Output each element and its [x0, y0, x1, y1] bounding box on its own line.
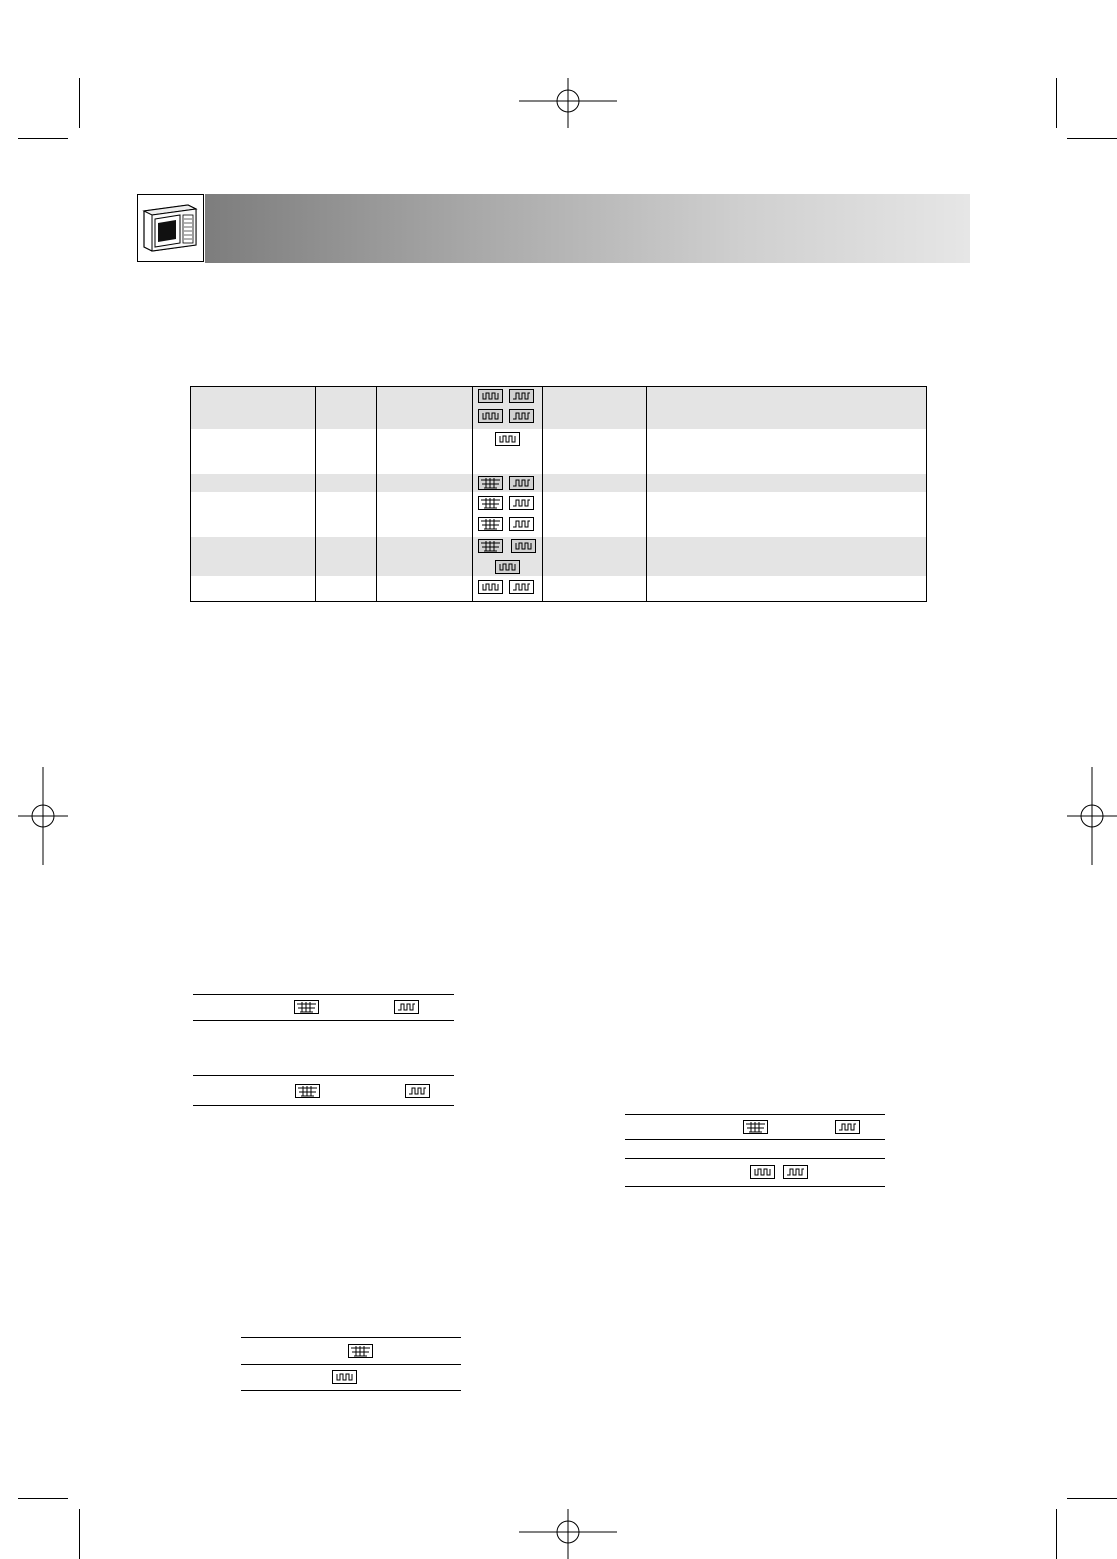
- registration-mark-bottom: [519, 1509, 617, 1559]
- convection-heater-icon: [509, 517, 534, 531]
- cooking-table: [190, 386, 927, 602]
- table-column-divider: [315, 387, 316, 601]
- header-band: [205, 194, 970, 263]
- microwave-wave-icon: [478, 409, 503, 423]
- crop-mark-top-right-h: [1067, 138, 1117, 139]
- microwave-wave-icon: [511, 539, 536, 553]
- table-column-divider: [542, 387, 543, 601]
- table-rule: [625, 1114, 885, 1115]
- table-rule: [625, 1158, 885, 1159]
- table-rule: [193, 1020, 454, 1021]
- convection-heater-icon: [509, 476, 534, 490]
- table-rule: [241, 1390, 461, 1391]
- convection-heater-icon: [394, 1000, 419, 1014]
- table-row: [191, 537, 926, 576]
- convection-heater-icon: [509, 580, 534, 594]
- convection-heater-icon: [783, 1165, 808, 1179]
- microwave-oven-icon: [138, 195, 203, 261]
- crop-mark-bottom-right-v: [1056, 1509, 1057, 1559]
- table-rule: [193, 1105, 454, 1106]
- table-rule: [241, 1364, 461, 1365]
- microwave-wave-icon: [478, 389, 503, 403]
- table-column-divider: [646, 387, 647, 601]
- crop-mark-bottom-left-h: [18, 1498, 68, 1499]
- grill-icon: [348, 1344, 373, 1358]
- convection-heater-icon: [405, 1084, 430, 1098]
- table-rule: [625, 1186, 885, 1187]
- microwave-wave-icon: [495, 560, 520, 574]
- crop-mark-bottom-right-h: [1067, 1498, 1117, 1499]
- table-rule: [241, 1337, 461, 1338]
- grill-icon: [478, 476, 503, 490]
- crop-mark-top-left-v: [79, 78, 80, 128]
- convection-heater-icon: [509, 496, 534, 510]
- grill-icon: [743, 1120, 768, 1134]
- table-rule: [193, 994, 454, 995]
- crop-mark-top-left-h: [18, 138, 68, 139]
- grill-icon: [478, 539, 503, 553]
- microwave-wave-icon: [750, 1165, 775, 1179]
- registration-mark-top: [519, 78, 617, 128]
- table-column-divider: [376, 387, 377, 601]
- table-rule: [625, 1139, 885, 1140]
- table-column-divider: [472, 387, 473, 601]
- grill-icon: [294, 1000, 319, 1014]
- microwave-wave-icon: [478, 580, 503, 594]
- table-row: [191, 474, 926, 492]
- table-row: [191, 387, 926, 429]
- convection-heater-icon: [835, 1120, 860, 1134]
- convection-heater-icon: [509, 389, 534, 403]
- grill-icon: [295, 1084, 320, 1098]
- convection-heater-icon: [509, 409, 534, 423]
- crop-mark-bottom-left-v: [79, 1509, 80, 1559]
- header-icon-box: [137, 194, 204, 262]
- microwave-wave-icon: [332, 1370, 357, 1384]
- grill-icon: [478, 517, 503, 531]
- crop-mark-top-right-v: [1056, 78, 1057, 128]
- registration-mark-left: [18, 767, 68, 865]
- table-rule: [193, 1075, 454, 1076]
- grill-icon: [478, 496, 503, 510]
- registration-mark-right: [1067, 767, 1117, 865]
- microwave-wave-icon: [495, 432, 520, 446]
